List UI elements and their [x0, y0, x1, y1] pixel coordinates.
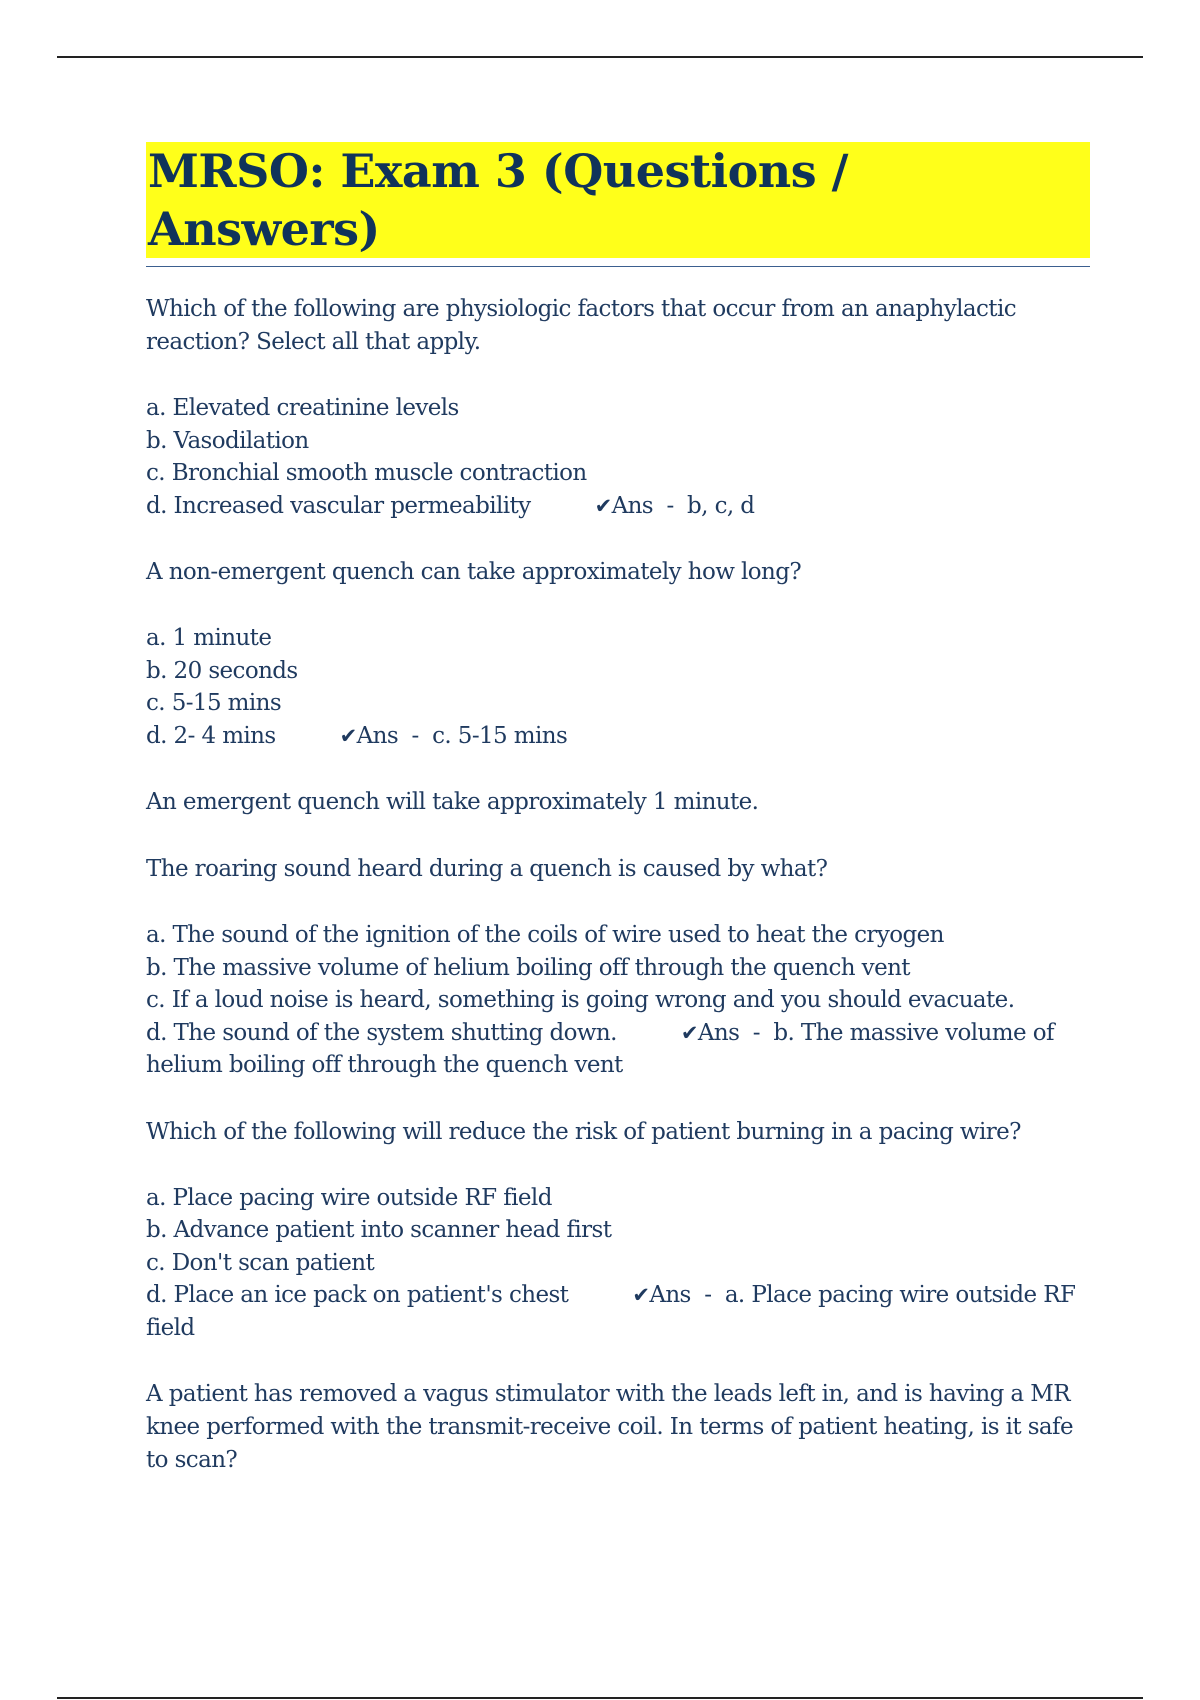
document-body [146, 142, 1090, 1511]
answer-prefix: Ans [611, 492, 653, 519]
option-b: b. The massive volume of helium boiling off through the quench vent [146, 954, 910, 981]
answer-value: b. The massive volume of helium boiling off through the quench vent [146, 1019, 1054, 1078]
option-a: a. Place pacing wire outside RF field [146, 1184, 552, 1211]
answer-separator: - [666, 492, 674, 519]
question-block-5 [146, 1378, 1090, 1477]
option-b: b. Vasodilation [146, 427, 309, 454]
option-d: d. The sound of the system shutting down. [146, 1019, 617, 1046]
option-d: d. Place an ice pack on patient's chest [146, 1282, 569, 1308]
answer [340, 723, 568, 749]
question-block-3 [146, 853, 1090, 1082]
page-title: MRSO: Exam 3 (Questions / Answers) [146, 142, 1090, 258]
option-d: d. 2- 4 mins [146, 722, 276, 749]
check-mark-icon: ✔ [339, 723, 357, 748]
check-mark-icon: ✔ [680, 1020, 698, 1045]
note-emergent-quench: An emergent quench will take approximately 1 minute. [146, 789, 759, 815]
options-list [146, 392, 1090, 522]
title-block [146, 142, 1090, 267]
option-a: a. The sound of the ignition of the coils of wire used to heat the cryogen [146, 922, 944, 948]
option-c: c. 5-15 mins [146, 690, 282, 716]
top-rule [57, 56, 1143, 58]
check-mark-icon: ✔ [594, 493, 612, 518]
question-block-2 [146, 556, 1090, 752]
question-text: A patient has removed a vagus stimulator with the leads left in, and is having a MR knee performed with the transmit-receive coil. In terms of patient heating, is it safe to scan? [146, 1381, 1073, 1473]
answer-value: b, c, d [687, 492, 755, 519]
answer-separator: - [704, 1282, 712, 1308]
question-block-1 [146, 293, 1090, 522]
question-text: A non-emergent quench can take approximately how long? [146, 559, 802, 585]
question-block-4 [146, 1116, 1090, 1345]
option-b: b. 20 seconds [146, 657, 298, 684]
answer-prefix: Ans [697, 1019, 740, 1046]
answer-prefix: Ans [356, 722, 399, 749]
question-text: Which of the following are physiologic factors that occur from an anaphylactic reaction? Select all that apply. [146, 296, 1016, 355]
option-d-with-answer [146, 720, 1090, 753]
check-mark-icon: ✔ [632, 1283, 650, 1307]
option-d: d. Increased vascular permeability [146, 492, 531, 519]
option-c: c. Don't scan patient [146, 1249, 375, 1276]
answer-value: a. Place pacing wire outside RF field [146, 1282, 1076, 1341]
option-a: a. Elevated creatinine levels [146, 395, 459, 421]
answer-separator: - [752, 1019, 760, 1046]
option-c: c. Bronchial smooth muscle contraction [146, 460, 587, 486]
options-list [146, 1182, 1090, 1345]
option-c: c. If a loud noise is heard, something is going wrong and you should evacuate. [146, 987, 1015, 1013]
question-text: The roaring sound heard during a quench is caused by what? [146, 856, 828, 882]
option-d-with-answer [146, 1279, 1090, 1344]
answer [595, 493, 755, 519]
options-list [146, 622, 1090, 752]
answer-value: c. 5-15 mins [432, 722, 568, 749]
answer-separator: - [411, 722, 419, 749]
option-d-with-answer [146, 490, 1090, 523]
answer-prefix: Ans [649, 1282, 691, 1308]
bottom-rule [57, 1697, 1143, 1699]
option-b: b. Advance patient into scanner head first [146, 1217, 612, 1243]
options-list [146, 919, 1090, 1082]
option-d-with-answer [146, 1017, 1090, 1082]
option-a: a. 1 minute [146, 625, 272, 651]
question-text: Which of the following will reduce the risk of patient burning in a pacing wire? [146, 1118, 1021, 1145]
